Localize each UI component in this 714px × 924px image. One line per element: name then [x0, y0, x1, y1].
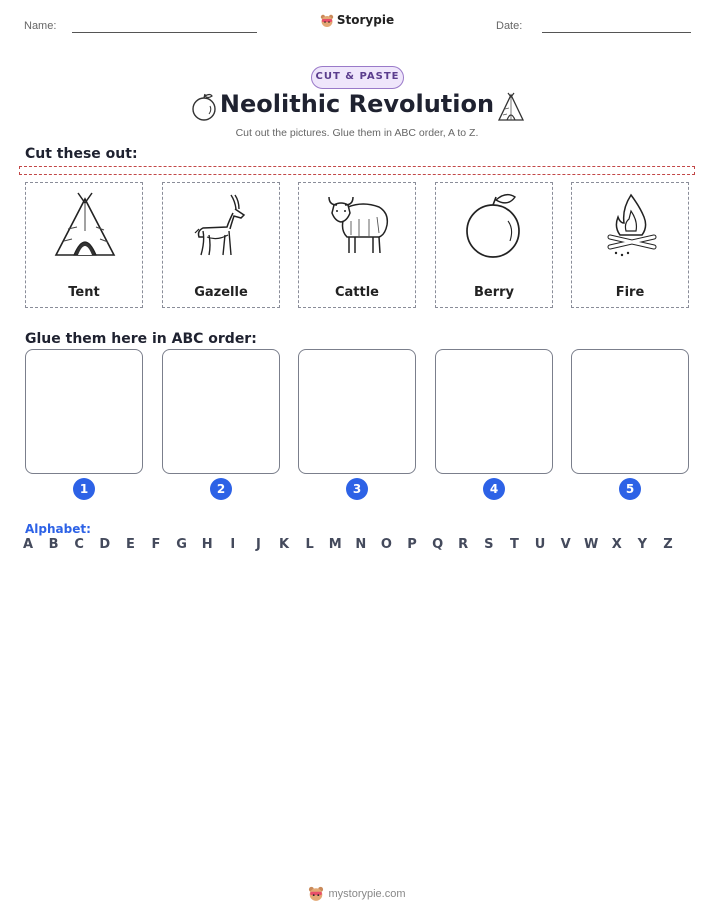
slot-number-badge: 1	[73, 478, 95, 500]
slot-number-badge: 3	[346, 478, 368, 500]
name-line[interactable]	[72, 32, 257, 33]
glue-section-label: Glue them here in ABC order:	[25, 331, 257, 347]
alphabet-letter: C	[74, 537, 84, 552]
alphabet-letter: L	[305, 537, 314, 552]
tent-icon	[50, 191, 120, 261]
alphabet-letter: E	[125, 537, 135, 552]
tent-icon	[495, 91, 527, 123]
glue-slot-5[interactable]	[571, 349, 689, 474]
alphabet-letter: T	[509, 537, 519, 552]
glue-slot-1[interactable]	[25, 349, 143, 474]
alphabet-letter: U	[534, 537, 546, 552]
alphabet-letter: Q	[432, 537, 444, 552]
alphabet-label: Alphabet:	[25, 522, 91, 536]
instructions: Cut out the pictures. Glue them in ABC order, A to Z.	[235, 127, 479, 139]
alphabet-letter: N	[355, 537, 367, 552]
glue-slot-3[interactable]	[298, 349, 416, 474]
alphabet-letter: K	[278, 537, 290, 552]
card-label: Cattle	[334, 285, 379, 300]
date-line[interactable]	[542, 32, 691, 33]
berry-icon	[460, 191, 530, 261]
alphabet-letter: B	[48, 537, 59, 552]
brand-name: Storypie	[336, 13, 395, 27]
alphabet-letter: H	[201, 537, 213, 552]
alphabet-letter: M	[328, 537, 342, 552]
alphabet-letter: V	[560, 537, 571, 552]
cut-card-berry[interactable]	[435, 182, 553, 308]
alphabet-letter: F	[151, 537, 161, 552]
alphabet-letter: J	[255, 537, 261, 552]
alphabet-letter: S	[484, 537, 494, 552]
card-label: Gazelle	[194, 285, 248, 300]
cut-card-fire[interactable]	[571, 182, 689, 308]
brand-logo	[0, 13, 714, 28]
glue-slot-2[interactable]	[162, 349, 280, 474]
card-label: Berry	[473, 285, 515, 300]
card-label: Tent	[68, 285, 100, 300]
alphabet-letter: I	[230, 537, 236, 552]
cut-card-gazelle[interactable]	[162, 182, 280, 308]
alphabet-letter: A	[22, 537, 34, 552]
cattle-icon	[323, 191, 393, 261]
cut-section-label: Cut these out:	[25, 146, 138, 162]
alphabet-letter: O	[380, 537, 392, 552]
alphabet-letter: X	[611, 537, 622, 552]
card-label: Fire	[615, 285, 645, 300]
fire-icon	[596, 191, 666, 261]
glue-slot-4[interactable]	[435, 349, 553, 474]
footer	[0, 886, 714, 902]
page-title: Neolithic Revolution	[219, 90, 495, 118]
alphabet-letter: P	[407, 537, 417, 552]
alphabet-letter: R	[458, 537, 469, 552]
gazelle-icon	[187, 191, 257, 261]
cut-paste-badge: CUT & PASTE	[311, 66, 404, 89]
cut-line	[19, 166, 695, 175]
alphabet-letter: D	[99, 537, 111, 552]
cut-card-tent[interactable]	[25, 182, 143, 308]
cut-card-cattle[interactable]	[298, 182, 416, 308]
storypie-bear-icon	[308, 886, 324, 902]
name-label: Name:	[24, 20, 57, 32]
slot-number-badge: 4	[483, 478, 505, 500]
slot-number-badge: 5	[619, 478, 641, 500]
storypie-bear-icon	[320, 14, 334, 28]
alphabet-letter: G	[176, 537, 187, 552]
footer-url: mystorypie.com	[328, 887, 406, 900]
slot-number-badge: 2	[210, 478, 232, 500]
alphabet-letter: Y	[637, 537, 648, 552]
alphabet-letter: W	[584, 537, 599, 552]
alphabet-letter: Z	[663, 537, 673, 552]
date-label: Date:	[496, 20, 523, 32]
alphabet-row	[22, 537, 689, 555]
